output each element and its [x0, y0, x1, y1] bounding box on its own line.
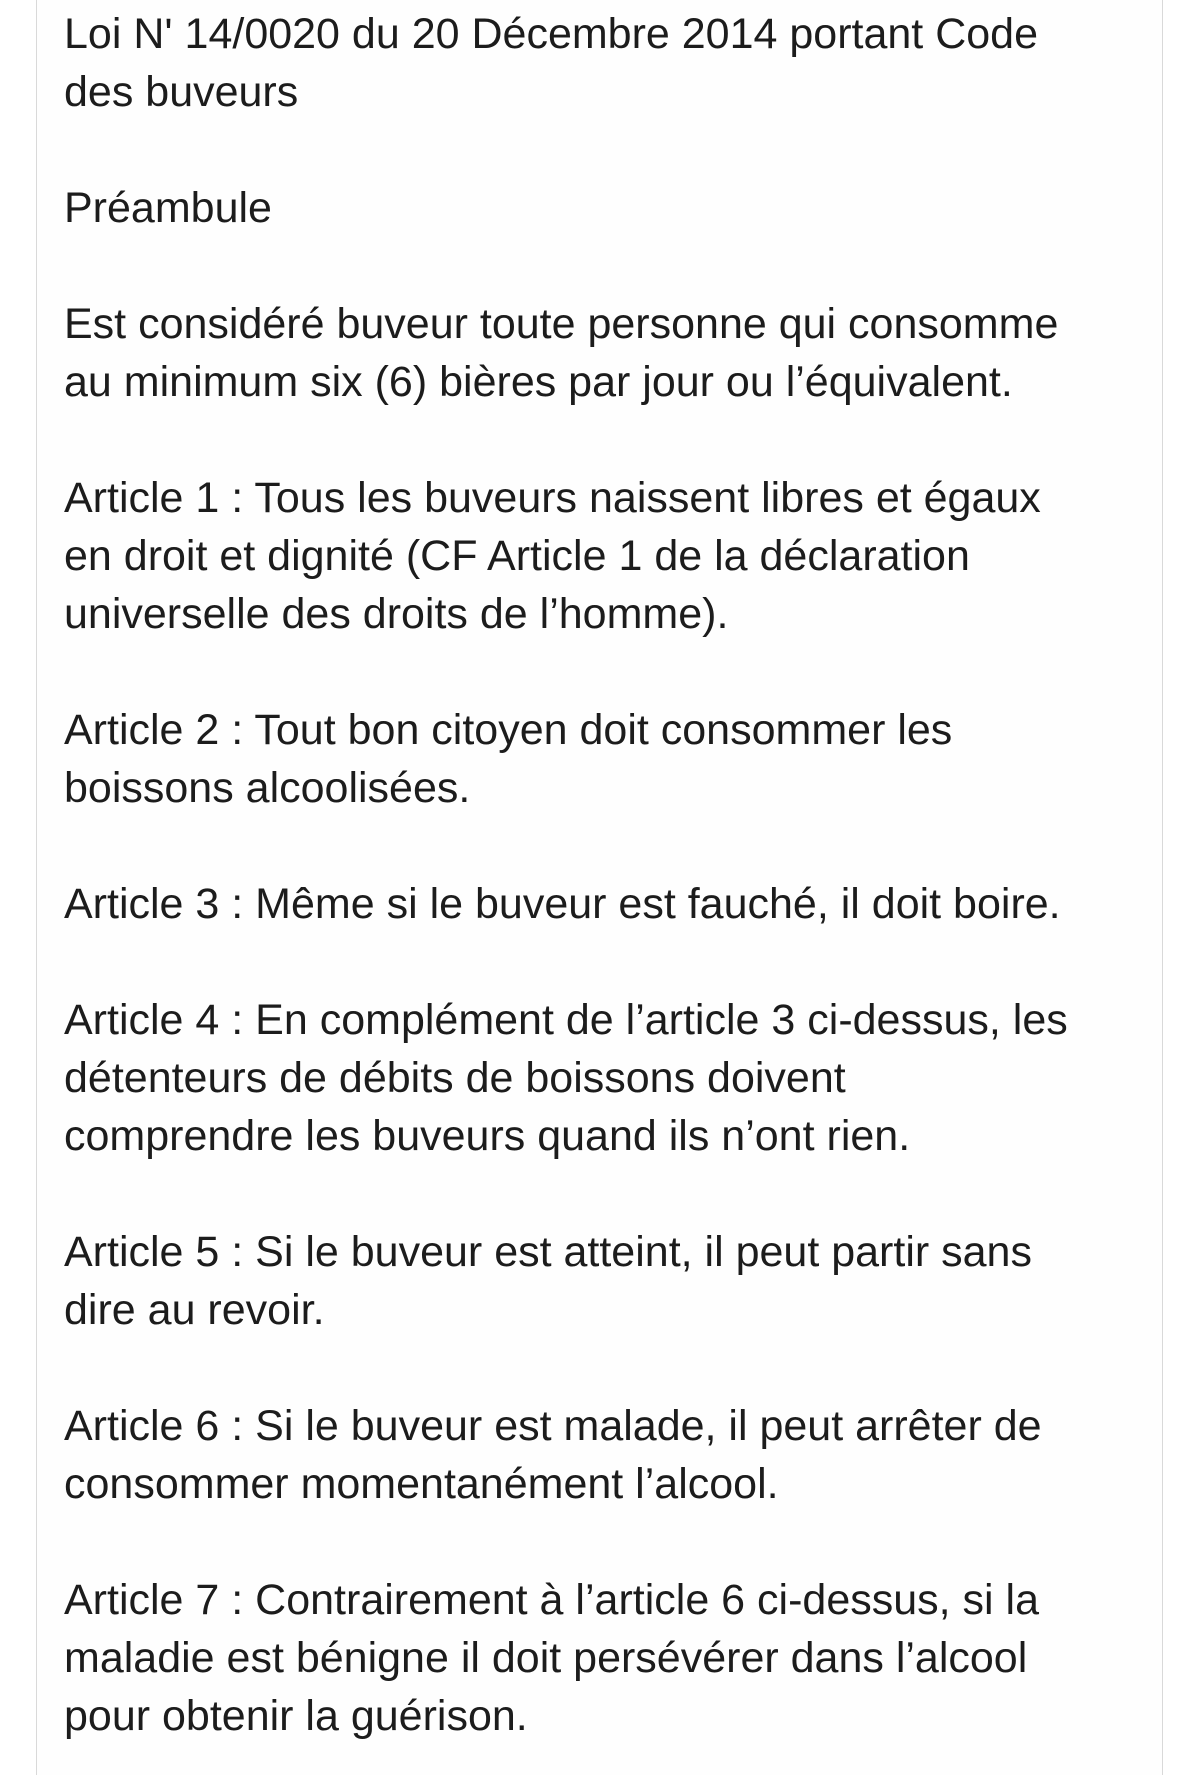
article-4 — [64, 991, 1148, 1165]
text-line: consommer momentanément l’alcool. — [64, 1460, 779, 1508]
text-line: Article 5 : Si le buveur est atteint, il peut partir sans — [64, 1228, 1032, 1276]
text-line: Article 4 : En complément de l’article 3 ci-dessus, les — [64, 996, 1068, 1044]
text-line: Est considéré buveur toute personne qui consomme — [64, 300, 1059, 348]
article-6 — [64, 1397, 1148, 1513]
text-line: Préambule — [64, 184, 272, 232]
text-line: au minimum six (6) bières par jour ou l’équivalent. — [64, 358, 1013, 406]
text-line: comprendre les buveurs quand ils n’ont rien. — [64, 1112, 911, 1160]
text-line: universelle des droits de l’homme). — [64, 590, 729, 638]
article-7 — [64, 1571, 1148, 1745]
text-line: Article 7 : Contrairement à l’article 6 ci-dessus, si la — [64, 1576, 1040, 1624]
text-line: détenteurs de débits de boissons doivent — [64, 1054, 846, 1102]
article-3 — [64, 875, 1148, 933]
article-1 — [64, 469, 1148, 643]
title-line: Loi N' 14/0020 du 20 Décembre 2014 portant Code — [64, 10, 1038, 58]
text-line: dire au revoir. — [64, 1286, 325, 1334]
title-line: des buveurs — [64, 68, 299, 116]
text-line: Article 2 : Tout bon citoyen doit consommer les — [64, 706, 953, 754]
document-photo — [36, 0, 1163, 1775]
article-2 — [64, 701, 1148, 817]
text-line: Article 1 : Tous les buveurs naissent libres et égaux — [64, 474, 1041, 522]
preambule-body — [64, 295, 1148, 411]
text-line: Article 3 : Même si le buveur est fauché, il doit boire. — [64, 880, 1061, 928]
text-line: Article 6 : Si le buveur est malade, il peut arrêter de — [64, 1402, 1042, 1450]
text-line: pour obtenir la guérison. — [64, 1692, 528, 1740]
text-line: maladie est bénigne il doit persévérer dans l’alcool — [64, 1634, 1028, 1682]
text-line: boissons alcoolisées. — [64, 764, 471, 812]
document-title — [64, 5, 1148, 121]
article-5 — [64, 1223, 1148, 1339]
preambule-heading — [64, 179, 1148, 237]
text-line: en droit et dignité (CF Article 1 de la déclaration — [64, 532, 970, 580]
